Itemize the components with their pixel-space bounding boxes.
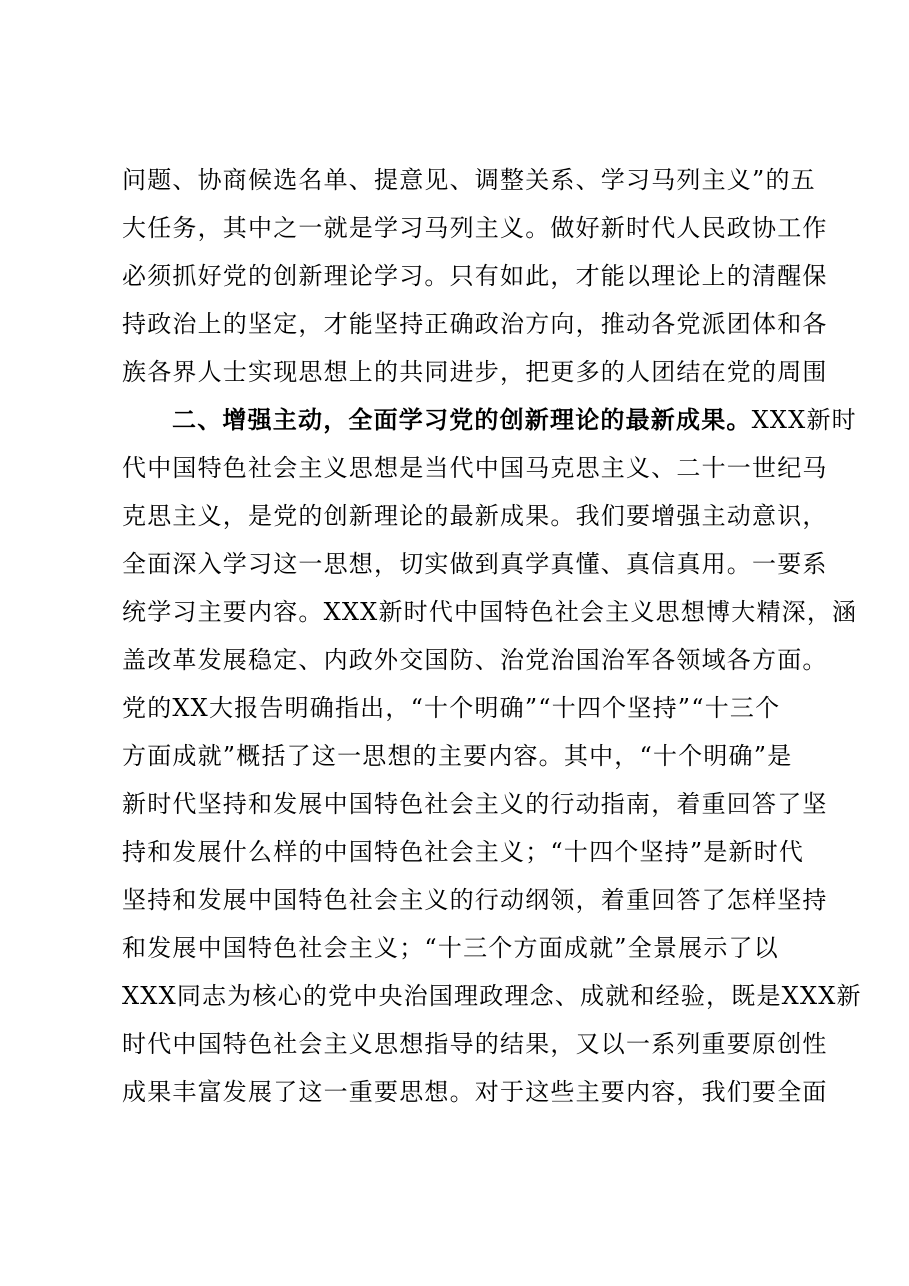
text-line: 和发展中国特色社会主义；“十三个方面成就”全景展示了以 [122,934,779,962]
section-heading-line [122,396,857,444]
text-line: 克思主义，是党的创新理论的最新成果。我们要增强主动意识， [122,502,828,530]
section-heading: 二、增强主动，全面学习党的创新理论的最新成果。 [172,405,752,434]
text-line: 大任务，其中之一就是学习马列主义。做好新时代人民政协工作 [122,214,828,242]
text-line: 必须抓好党的创新理论学习。只有如此，才能以理论上的清醒保 [122,262,828,290]
text-line: 方面成就”概括了这一思想的主要内容。其中，“十个明确”是 [122,742,793,770]
text-line: 持和发展什么样的中国特色社会主义；“十四个坚持”是新时代 [122,838,805,866]
body-text [122,156,862,1116]
text-line: 新时代坚持和发展中国特色社会主义的行动指南，着重回答了坚 [122,790,828,818]
text-line: 统学习主要内容。XXX新时代中国特色社会主义思想博大精深，涵 [122,598,858,626]
text-line: 坚持和发展中国特色社会主义的行动纲领，着重回答了怎样坚持 [122,886,828,914]
text-line: 盖改革发展稳定、内政外交国防、治党治国治军各领域各方面。 [122,646,828,674]
text-line: 族各界人士实现思想上的共同进步，把更多的人团结在党的周围 [122,358,828,386]
text-line: 全面深入学习这一思想，切实做到真学真懂、真信真用。一要系 [122,550,828,578]
text-line: 代中国特色社会主义思想是当代中国马克思主义、二十一世纪马 [122,454,828,482]
text-line: 问题、协商候选名单、提意见、调整关系、学习马列主义”的五 [122,166,816,194]
text-line: 党的XX大报告明确指出，“十个明确”“十四个坚持”“十三个 [122,694,781,722]
text-line: XXX同志为核心的党中央治国理政理念、成就和经验，既是XXX新 [122,982,862,1010]
text-run: XXX新时 [751,406,857,434]
text-line: 持政治上的坚定，才能坚持正确政治方向，推动各党派团体和各 [122,310,828,338]
text-line: 时代中国特色社会主义思想指导的结果，又以一系列重要原创性 [122,1030,828,1058]
text-line: 成果丰富发展了这一重要思想。对于这些主要内容，我们要全面 [122,1078,828,1106]
